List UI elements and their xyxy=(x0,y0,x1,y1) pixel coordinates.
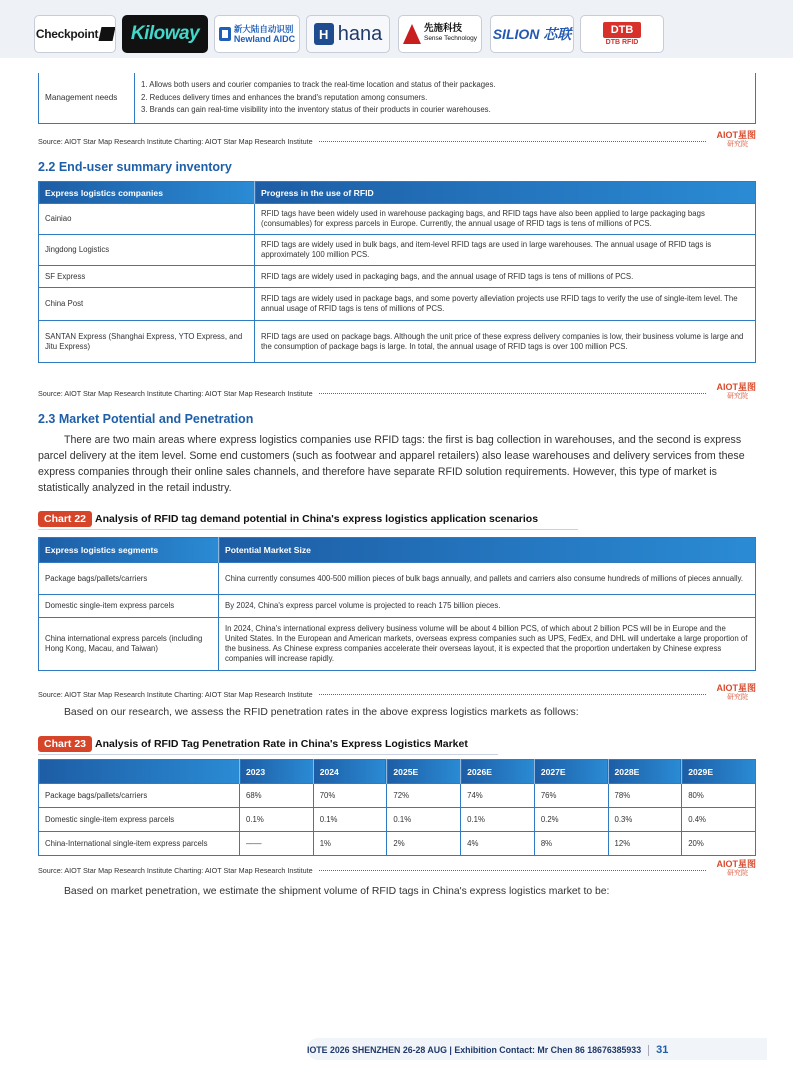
page-number: 31 xyxy=(656,1044,669,1056)
aiot-logo-bottom: 研究院 xyxy=(727,694,748,701)
table-cell: RFID tags have been widely used in warehouse packaging bags, and RFID tags have also been applied to large packaging bags (consumables) for express parcels in Europe. Currently, the annual usage of RFID tags is tens of millions of PCS. xyxy=(255,204,756,235)
dotted-divider xyxy=(319,694,706,695)
table-cell: 76% xyxy=(534,784,608,808)
list-item: 3. Brands can gain real-time visibility into the inventory status of their products in courier warehouses. xyxy=(141,105,491,114)
section-title-2-3: 2.3 Market Potential and Penetration xyxy=(38,412,254,426)
column-header: Potential Market Size xyxy=(219,538,756,563)
table-cell: In 2024, China's international express delivery business volume will be about 4 billion PCS, of which about 2 billion PCS will be in Europe and the United States. In the European and American markets, overseas express companies such as UPS, FedEx, and DHL will undertake a large proportion of the business. As Chinese express companies accelerate their overseas layout, it is expected that the proportion undertaken by Chinese express companies will increase rapidly. xyxy=(219,618,756,671)
row-label: Domestic single-item express parcels xyxy=(39,808,240,832)
column-header: 2027E xyxy=(534,760,608,784)
column-header: 2029E xyxy=(682,760,756,784)
footer-separator xyxy=(648,1045,649,1056)
table-cell: China currently consumes 400-500 million pieces of bulk bags annually, and pallets and carriers also consume hundreds of millions of pieces annually. xyxy=(219,563,756,595)
aiot-logo xyxy=(712,130,756,152)
newland-logo[interactable] xyxy=(214,15,300,53)
table-cell: 74% xyxy=(461,784,535,808)
checkpoint-logo[interactable] xyxy=(34,15,116,53)
kiloway-logo[interactable] xyxy=(122,15,208,53)
table-cell: 70% xyxy=(313,784,387,808)
chart-badge: Chart 23 xyxy=(38,736,92,752)
source-line xyxy=(38,130,756,149)
newland-mark-icon xyxy=(219,27,231,41)
table-row xyxy=(39,832,756,856)
newland-logo-cn: 新大陆自动识别 xyxy=(233,24,294,34)
table-row xyxy=(39,73,756,123)
table-cell: 8% xyxy=(534,832,608,856)
table-cell: Cainiao xyxy=(39,204,255,235)
table-header-row xyxy=(39,538,756,563)
dtb-logo[interactable] xyxy=(580,15,664,53)
footer-contact-text: IOTE 2026 SHENZHEN 26-28 AUG | Exhibition Contact: Mr Chen 86 18676385933 xyxy=(307,1045,642,1055)
dtb-logo-text: DTB xyxy=(603,22,642,38)
checkpoint-mark-icon xyxy=(99,27,116,41)
list-item: 2. Reduces delivery times and enhances the brand's reputation among consumers. xyxy=(141,92,428,102)
aiot-logo-bottom: 研究院 xyxy=(727,141,748,148)
table-cell: 68% xyxy=(240,784,314,808)
end-user-inventory-table xyxy=(38,181,756,363)
demand-potential-table xyxy=(38,537,756,671)
hana-mark-icon: H xyxy=(314,23,334,45)
table-cell: RFID tags are widely used in bulk bags, and item-level RFID tags are used in large warehouses. The annual usage of RFID tags is approximately 100 million PCS. xyxy=(255,235,756,266)
chart-title: Analysis of RFID Tag Penetration Rate in China's Express Logistics Market xyxy=(95,738,468,750)
table-cell: 0.1% xyxy=(461,808,535,832)
table-row xyxy=(39,618,756,671)
newland-logo-en: Newland AIDC xyxy=(233,34,296,44)
column-header: 2028E xyxy=(608,760,682,784)
aiot-logo-top: AIOT星图 xyxy=(716,683,756,693)
table-cell: 4% xyxy=(461,832,535,856)
mgmt-items xyxy=(135,73,756,123)
dtb-logo-sub: DTB RFID xyxy=(605,39,639,46)
source-line xyxy=(38,683,756,702)
chart-title-underline xyxy=(38,754,498,755)
table-cell: 78% xyxy=(608,784,682,808)
chart-23-label xyxy=(38,735,468,753)
chart-22-label xyxy=(38,510,538,528)
table-cell: 0.1% xyxy=(313,808,387,832)
aiot-logo xyxy=(712,683,756,705)
column-header: Express logistics segments xyxy=(39,538,219,563)
sense-logo-cn: 先施科技 xyxy=(423,23,462,34)
source-text: Source: AIOT Star Map Research Institute Charting: AIOT Star Map Research Institute xyxy=(38,136,313,146)
sense-mark-icon xyxy=(403,24,421,44)
source-text: Source: AIOT Star Map Research Institute Charting: AIOT Star Map Research Institute xyxy=(38,689,313,699)
footer xyxy=(307,1041,757,1059)
table-cell: RFID tags are widely used in packaging bags, and the annual usage of RFID tags is tens of millions of PCS. xyxy=(255,266,756,288)
table-cell: 2% xyxy=(387,832,461,856)
table-row xyxy=(39,563,756,595)
column-header xyxy=(39,760,240,784)
section-title-2-2: 2.2 End-user summary inventory xyxy=(38,160,232,174)
table-header-row xyxy=(39,760,756,784)
table-cell: Domestic single-item express parcels xyxy=(39,595,219,618)
management-needs-table xyxy=(38,73,756,124)
dotted-divider xyxy=(319,393,706,394)
table-header-row xyxy=(39,182,756,204)
aiot-logo-top: AIOT星图 xyxy=(716,382,756,392)
mgmt-label: Management needs xyxy=(39,73,135,123)
sponsor-logo-bar xyxy=(0,0,793,58)
silion-logo[interactable] xyxy=(490,15,574,53)
column-header: 2026E xyxy=(461,760,535,784)
row-label: Package bags/pallets/carriers xyxy=(39,784,240,808)
source-text: Source: AIOT Star Map Research Institute Charting: AIOT Star Map Research Institute xyxy=(38,388,313,398)
hana-logo-text: hana xyxy=(337,22,383,45)
aiot-logo-bottom: 研究院 xyxy=(727,393,748,400)
column-header: 2025E xyxy=(387,760,461,784)
aiot-logo xyxy=(712,382,756,404)
table-cell: 12% xyxy=(608,832,682,856)
table-cell: 0.4% xyxy=(682,808,756,832)
table-cell: SF Express xyxy=(39,266,255,288)
source-line xyxy=(38,859,756,878)
table-cell: 0.1% xyxy=(240,808,314,832)
column-header: 2024 xyxy=(313,760,387,784)
table-row xyxy=(39,595,756,618)
paragraph-shipment-intro: Based on market penetration, we estimate the shipment volume of RFID tags in China's express logistics market to be: xyxy=(64,886,610,897)
table-cell: RFID tags are widely used in package bags, and some poverty alleviation projects use RFID tags to verify the use of single-item level. The annual usage of RFID tags is tens of millions of PCS. xyxy=(255,288,756,321)
dotted-divider xyxy=(319,141,706,142)
paragraph-penetration-intro: Based on our research, we assess the RFID penetration rates in the above express logistics markets as follows: xyxy=(64,707,579,718)
list-item: 1. Allows both users and courier companies to track the real-time location and status of their packages. xyxy=(141,80,496,89)
table-cell: —— xyxy=(240,832,314,856)
kiloway-logo-text: Kiloway xyxy=(130,23,200,44)
table-cell: By 2024, China's express parcel volume is projected to reach 175 billion pieces. xyxy=(219,595,756,618)
aiot-logo-top: AIOT星图 xyxy=(716,859,756,869)
table-cell: 72% xyxy=(387,784,461,808)
table-row xyxy=(39,235,756,266)
chart-title: Analysis of RFID tag demand potential in China's express logistics application scenarios xyxy=(95,513,539,525)
table-row xyxy=(39,784,756,808)
table-cell: Jingdong Logistics xyxy=(39,235,255,266)
dotted-divider xyxy=(319,870,706,871)
hana-logo[interactable] xyxy=(306,15,390,53)
table-row xyxy=(39,266,756,288)
aiot-logo xyxy=(712,859,756,881)
source-text: Source: AIOT Star Map Research Institute Charting: AIOT Star Map Research Institute xyxy=(38,865,313,875)
chart-badge: Chart 22 xyxy=(38,511,92,527)
source-line xyxy=(38,382,756,401)
silion-logo-text: SILION 芯联 xyxy=(492,26,572,42)
sense-logo-en: Sense Technology xyxy=(423,35,477,42)
table-row xyxy=(39,288,756,321)
table-cell: 80% xyxy=(682,784,756,808)
row-label: China-International single-item express parcels xyxy=(39,832,240,856)
table-cell: SANTAN Express (Shanghai Express, YTO Express, and Jitu Express) xyxy=(39,321,255,363)
table-cell: 0.1% xyxy=(387,808,461,832)
table-cell: 20% xyxy=(682,832,756,856)
table-cell: China Post xyxy=(39,288,255,321)
table-cell: China international express parcels (including Hong Kong, Macau, and Taiwan) xyxy=(39,618,219,671)
paragraph-market-areas: There are two main areas where express logistics companies use RFID tags: the first is bag collection in warehouses, and the second is express parcel delivery at the item level. Some end customers (such as footwear and apparel retailers) also lease warehouses and delivery services from these express companies through their online sales channels, and therefore have separate RFID solution requirements. However, this type of market is statistically analyzed in the retail industry. xyxy=(38,434,745,494)
table-cell: RFID tags are used on package bags. Although the unit price of these express delivery companies is low, their business volume is large and the consumption of package bags is large. In total, the annual usage of RFID tags is over 100 million PCS. xyxy=(255,321,756,363)
column-header: Express logistics companies xyxy=(39,182,255,204)
penetration-rate-table xyxy=(38,759,756,856)
aiot-logo-top: AIOT星图 xyxy=(716,130,756,140)
column-header: 2023 xyxy=(240,760,314,784)
table-cell: 0.3% xyxy=(608,808,682,832)
column-header: Progress in the use of RFID xyxy=(255,182,756,204)
sense-logo[interactable] xyxy=(398,15,482,53)
table-row xyxy=(39,321,756,363)
table-row xyxy=(39,808,756,832)
chart-title-underline xyxy=(38,529,578,530)
aiot-logo-bottom: 研究院 xyxy=(727,870,748,877)
table-cell: 0.2% xyxy=(534,808,608,832)
table-cell: Package bags/pallets/carriers xyxy=(39,563,219,595)
checkpoint-logo-text: Checkpoint xyxy=(35,27,99,41)
table-cell: 1% xyxy=(313,832,387,856)
table-row xyxy=(39,204,756,235)
